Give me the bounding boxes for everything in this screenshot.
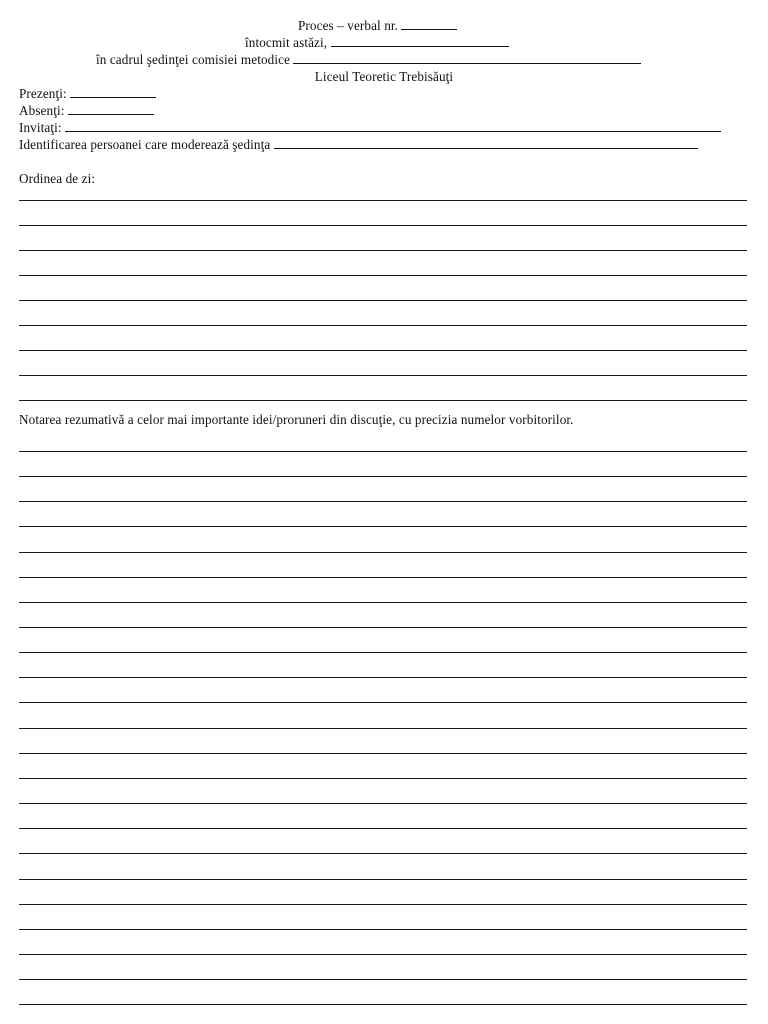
- agenda-line[interactable]: [19, 250, 747, 251]
- agenda-line[interactable]: [19, 300, 747, 301]
- present-label: Prezenţi:: [19, 86, 67, 101]
- commission-line: [96, 51, 641, 68]
- agenda-line[interactable]: [19, 275, 747, 276]
- notes-line[interactable]: [19, 677, 747, 678]
- title-text: Proces – verbal nr.: [298, 18, 399, 33]
- notes-line[interactable]: [19, 702, 747, 703]
- notes-line[interactable]: [19, 828, 747, 829]
- date-line: [245, 34, 509, 51]
- notes-line[interactable]: [19, 778, 747, 779]
- notes-line[interactable]: [19, 652, 747, 653]
- agenda-line[interactable]: [19, 350, 747, 351]
- absent-field: [19, 102, 154, 119]
- commission-blank[interactable]: [293, 51, 641, 64]
- invited-label: Invitaţi:: [19, 120, 62, 135]
- invited-blank[interactable]: [65, 119, 721, 132]
- notes-heading: Notarea rezumativă a celor mai importante idei/proruneri din discuţie, cu precizia numelor vorbitorilor.: [19, 412, 574, 427]
- agenda-line[interactable]: [19, 325, 747, 326]
- notes-line[interactable]: [19, 501, 747, 502]
- notes-line[interactable]: [19, 753, 747, 754]
- school-name: Liceul Teoretic Trebisăuţi: [314, 69, 454, 84]
- notes-line[interactable]: [19, 853, 747, 854]
- absent-blank[interactable]: [68, 102, 154, 115]
- date-blank[interactable]: [331, 34, 509, 47]
- moderator-label: Identificarea persoanei care moderează şedinţa: [19, 137, 271, 152]
- agenda-line[interactable]: [19, 375, 747, 376]
- notes-line[interactable]: [19, 954, 747, 955]
- notes-line[interactable]: [19, 451, 747, 452]
- agenda-line[interactable]: [19, 200, 747, 201]
- notes-line[interactable]: [19, 627, 747, 628]
- notes-line[interactable]: [19, 1004, 747, 1005]
- notes-line[interactable]: [19, 476, 747, 477]
- moderator-blank[interactable]: [274, 136, 698, 149]
- moderator-field: [19, 136, 698, 153]
- notes-line[interactable]: [19, 979, 747, 980]
- invited-field: [19, 119, 721, 136]
- notes-line[interactable]: [19, 728, 747, 729]
- present-blank[interactable]: [70, 85, 156, 98]
- notes-line[interactable]: [19, 929, 747, 930]
- agenda-line[interactable]: [19, 225, 747, 226]
- commission-label: în cadrul şedinţei comisiei metodice: [96, 52, 291, 67]
- number-blank[interactable]: [401, 17, 457, 30]
- notes-line[interactable]: [19, 577, 747, 578]
- absent-label: Absenţi:: [19, 103, 65, 118]
- notes-line[interactable]: [19, 803, 747, 804]
- notes-line[interactable]: [19, 602, 747, 603]
- notes-line[interactable]: [19, 879, 747, 880]
- agenda-heading: Ordinea de zi:: [19, 171, 96, 186]
- agenda-line[interactable]: [19, 400, 747, 401]
- notes-line[interactable]: [19, 526, 747, 527]
- date-label: întocmit astăzi,: [245, 35, 328, 50]
- notes-line[interactable]: [19, 904, 747, 905]
- document-title: [298, 17, 457, 34]
- notes-line[interactable]: [19, 552, 747, 553]
- present-field: [19, 85, 156, 102]
